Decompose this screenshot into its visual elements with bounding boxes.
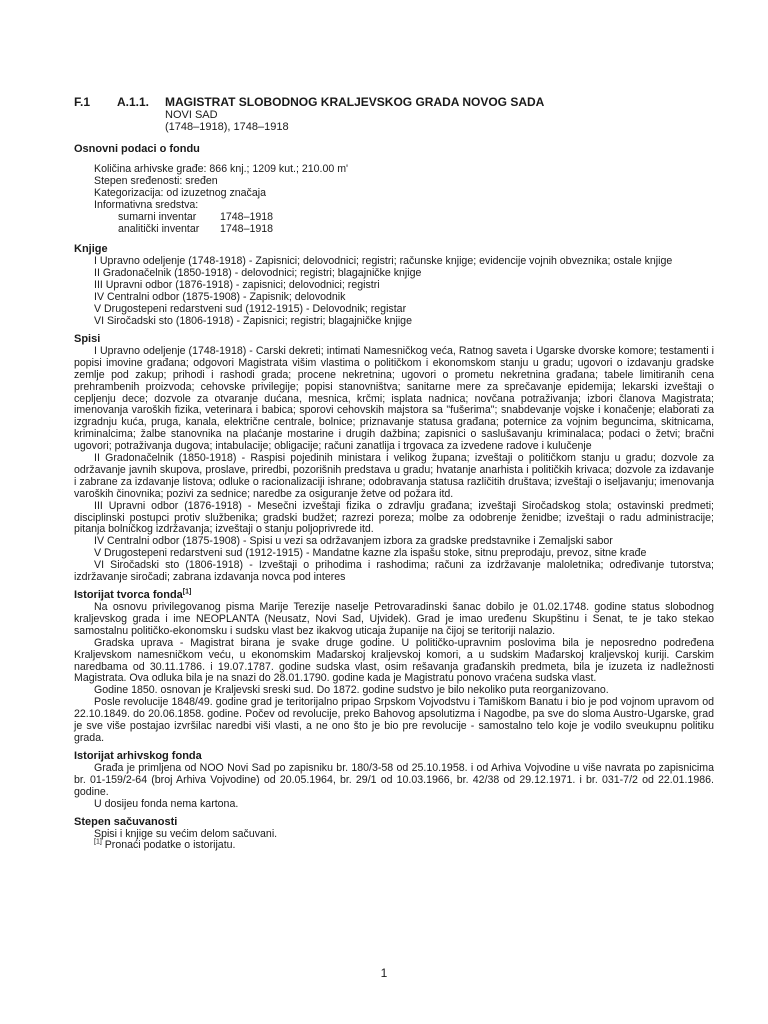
fond-subcode: A.1.1. [117, 95, 150, 109]
knjige-item: II Gradonačelnik (1850-1918) - delovodnici; registri; blagajničke knjige [94, 267, 422, 280]
spisi-item: VI Siročadski sto (1806-1918) - Izveštaji o prihodima i rashodima; računi za izdržavanje maloletnika; određivanje tutorstva; izdržavanje siročadi; zabrana izdavanja novca pod interes [74, 559, 714, 584]
footnote-ref: [1] [182, 588, 192, 596]
arhivski-paragraph: Građa je primljena od NOO Novi Sad po zapisniku br. 180/3-58 od 25.10.1958. i od Arhiva Vojvodine u više navrata po zapisnicima br. 01-159/2-64 (broj Arhiva Vojvodine) od 20.05.1964, br. 29/1 od 10.03.1966, br. 42/38 od 29.12.1971. i br. 031-7/2 od 22.01.1986. godine. [74, 761, 714, 798]
inventory-row [118, 212, 714, 224]
spisi-item: III Upravni odbor (1876-1918) - Mesečni izveštaji fizika o zdravlju građana; izveštaji Siročadskog stola; ostavinski predmeti; disciplinski postupci protiv službenika; gradski budžet; razrezi poreza; molbe za odobrenje ženidbe; izveštaji o radu administracije; pitanja bolničkog izdržavanja; izveštaji o stanju poljoprivrede itd. [74, 499, 714, 536]
sredjenost-line: Stepen sređenosti: sređen [94, 174, 218, 187]
inventory-name: analitički inventar [118, 222, 200, 235]
footnote [74, 840, 714, 852]
spisi-item: V Drugostepeni redarstveni sud (1912-1915) - Mandatne kazne zla ispašu stoke, sitnu preprodaju, prevoz, sitne krađe [94, 547, 647, 560]
knjige-item: III Upravni odbor (1876-1918) - zapisnici; delovodnici; registri [94, 279, 380, 292]
fond-place: NOVI SAD [165, 109, 218, 121]
kolicina-line: Količina arhivske građe: 866 knj.; 1209 kut.; 210.00 m' [94, 163, 349, 175]
inventory-years: 1748–1918 [220, 222, 274, 235]
knjige-item: VI Siročadski sto (1806-1918) - Zapisnici; registri; blagajničke knjige [94, 314, 412, 327]
arhivski-paragraph: U dosijeu fonda nema kartona. [94, 797, 239, 810]
section-heading-knjige: Knjige [74, 243, 108, 256]
spisi-item: I Upravno odeljenje (1748-1918) - Carski dekreti; intimati Namesničkog veća, Ratnog saveta i Ugarske dvorske komore; testamenti i popisi imovine građana; odgovori Magistrata višim vlastima o političkom i ekonomskom stanju u gradu; ugovori o izdavanju gradske zemlje pod zakup; prihodi i rashodi grada; procene nekretnina; ugovori o prometu nekretnina građana; tabele limitiranih cena prehrambenih proizvoda; cehovske privilegije; popisi stanovništva; sanitarne mere za sprečavanje epidemija; lekarski izveštaji o cepljenju dece; dozvole za otvaranje dućana, mesnica, krčmi; isplata nadnica; novčana potraživanja; izbori članova Magistrata; imenovanja varoških fizika, veterinara i babica; sporovi cehovskih majstora sa "fušerima"; snabdevanje vojske i konačenje; elaborati za izgradnju kuća, pruga, kanala, električne centrale, bolnice; priznavanje statusa građana; poternice za vojnim beguncima, skitnicama, kriminalcima; žalbe stanovnika na plaćanje mostarine i drugih dažbina; zapisnici o saslušavanju kriminalaca; podaci o žetvi; bračni ugovori; potraživanja dugova; intabulacije; obligacije; računi zanatlija i trgovaca za izvedene radove i kulučenje [74, 344, 714, 453]
footnote-text: Pronaći podatke o istorijatu. [101, 839, 236, 852]
fond-title: MAGISTRAT SLOBODNOG KRALJEVSKOG GRADA NOVOG SADA [165, 95, 545, 109]
osnovni-podaci [94, 164, 714, 235]
informativna-sredstva-line: Informativna sredstva: [94, 198, 199, 211]
section-heading-spisi: Spisi [74, 332, 101, 345]
istorijat-paragraph: Posle revolucije 1848/49. godine grad je teritorijalno pripao Srpskom Vojvodstvu i Tamiškom Banatu i bio je pod vojnom upravom od 22.10.1849. do 20.06.1858. godine. Počev od revolucije, preko Bahovog apsolutizma i Nagodbe, pa sve do sloma Austro-Ugarske, grad je sve više postajao izvršilac naredbi viši vlasti, a ne ono što je bio pre revolucije - samostalno telo koje je vodilo sveukupnu politiku grada. [74, 696, 714, 744]
page-number: 1 [380, 966, 388, 980]
section-heading-stepen: Stepen sačuvanosti [74, 815, 178, 828]
istorijat-paragraph: Godine 1850. osnovan je Kraljevski sreski sud. Do 1872. godine sudstvo je bilo nekoliko puta reorganizovano. [94, 684, 609, 697]
spisi-item: II Gradonačelnik (1850-1918) - Raspisi pojedinih ministara i velikog župana; izveštaji o političkom stanju u gradu; dozvole za održavanje javnih skupova, proslave, priredbi, pozorišnih predstava u gradu; hvatanje anarhista i političkih krivaca; dozvole za izdavanje i zabrane za izdavanje listova; odluke o racionalizaciji ishrane; odobravanja statusa različitih društava; izveštaji o iseljavanju; imenovanja varoških činovnika; pozivi za sednice; naredbe za osiguranje žetve od požara itd. [74, 452, 714, 500]
fond-years: (1748–1918), 1748–1918 [165, 121, 289, 133]
section-heading-osnovni: Osnovni podaci o fondu [74, 143, 200, 155]
istorijat-paragraph: Gradska uprava - Magistrat birana je svake druge godine. U političko-upravnim poslovima bila je neposredno podređena Kraljevskom namesničkom veću, u ekonomskim Mađarskoj kraljevskoj komori, a u sudskim Mađarskoj kraljevskoj kuriji. Carskim naredbama od 30.11.1786. i 19.07.1787. godine sudska vlast, osim rešavanja građanskih predmeta, bila je izuzeta iz nadležnosti Magistrata. Ova odluka bila je na snazi do 28.01.1790. godine kada je Magistratu ponovo vraćena sudska vlast. [74, 636, 714, 685]
inventory-row [118, 224, 714, 236]
knjige-item: I Upravno odeljenje (1748-1918) - Zapisnici; delovodnici; registri; računske knjige; evidencije vojnih obveznika; ostale knjige [94, 255, 673, 268]
fond-code: F.1 [74, 95, 91, 109]
stepen-text: Spisi i knjige su većim delom sačuvani. [94, 827, 278, 840]
section-heading-istorijat-arhivskog: Istorijat arhivskog fonda [74, 749, 202, 762]
kategorizacija-line: Kategorizacija: od izuzetnog značaja [94, 186, 266, 199]
footnote-mark: [1] [94, 838, 102, 846]
istorijat-paragraph: Na osnovu privilegovanog pisma Marije Terezije naselje Petrovaradinski šanac dobilo je 01.02.1748. godine status slobodnog kraljevskog grada i ime NEOPLANTA (Neusatz, Novi Sad, Ujvidek). Grad je imao uređenu Skupštinu i Senat, te je tako stekao samostalnu političko-ekonomsku i sudsku vlast bez ikakvog uticaja županije na čijoj se teritoriji nalazio. [74, 601, 714, 637]
knjige-item: IV Centralni odbor (1875-1908) - Zapisnik; delovodnik [94, 291, 346, 304]
knjige-item: V Drugostepeni redarstveni sud (1912-1915) - Delovodnik; registar [94, 303, 407, 316]
inventory-years: 1748–1918 [220, 210, 274, 223]
inventory-name: sumarni inventar [118, 210, 197, 223]
document-body [74, 143, 714, 852]
spisi-item: IV Centralni odbor (1875-1908) - Spisi u vezi sa održavanjem izbora za gradske predstavnike i Zemaljski sabor [94, 535, 613, 548]
heading-text: Istorijat tvorca fonda [74, 589, 183, 601]
